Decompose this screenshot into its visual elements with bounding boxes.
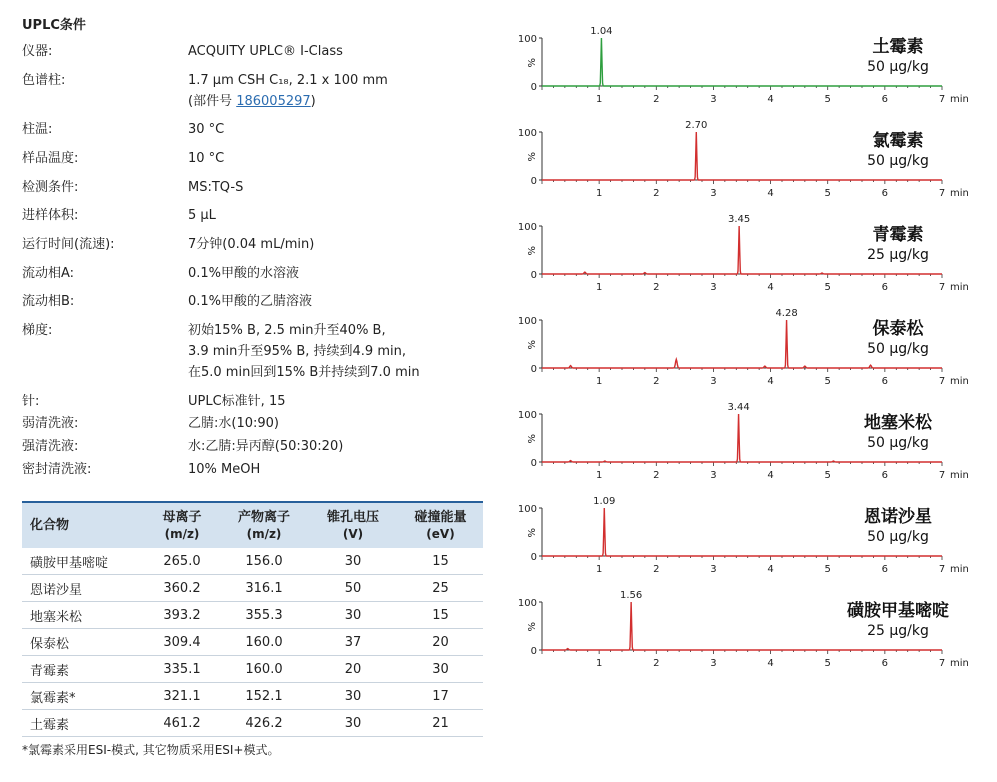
x-tick-label: 2 [653, 470, 660, 481]
y-tick-label: 100 [517, 128, 537, 139]
table-row [22, 602, 483, 629]
cell-collision: 17 [398, 683, 483, 710]
x-tick-label: 7 [938, 188, 946, 199]
x-tick-label: 5 [824, 94, 831, 105]
chromatogram-3 [518, 214, 969, 293]
cond-value: 水:乙腈:异丙醇(50:30:20) [188, 439, 344, 454]
cond-label: 进样体积: [22, 208, 79, 223]
table-row [22, 656, 483, 683]
x-tick-label: 1 [595, 658, 603, 669]
concentration-label: 25 μg/kg [867, 247, 929, 263]
cell-compound: 地塞米松 [22, 602, 144, 629]
cell-collision: 25 [398, 575, 483, 602]
peak-label: 1.09 [593, 496, 616, 507]
cell-product: 160.0 [220, 656, 308, 683]
peak-label: 3.44 [727, 402, 750, 413]
chromatogram-4 [518, 308, 969, 387]
cell-cone: 30 [308, 602, 398, 629]
x-tick-label: 7 [938, 564, 946, 575]
x-tick-label: 1 [595, 376, 603, 387]
x-tick-label: 5 [824, 658, 831, 669]
header-cone-voltage: 锥孔电压 (V) [326, 509, 379, 541]
table-header-row [22, 502, 483, 548]
x-tick-label: 4 [767, 376, 774, 387]
x-tick-label: 3 [710, 564, 717, 575]
chromatogram-7 [518, 590, 969, 669]
x-tick-label: 2 [653, 94, 660, 105]
y-axis-label: % [527, 340, 538, 350]
cond-label: 流动相A: [22, 266, 75, 281]
cond-value: 7分钟(0.04 mL/min) [188, 237, 315, 252]
concentration-label: 50 μg/kg [867, 435, 929, 451]
cond-label: 梯度: [22, 323, 53, 338]
y-tick-label: 0 [530, 82, 537, 93]
peak-label: 4.28 [775, 308, 798, 319]
chromatogram-2 [518, 120, 969, 199]
peak-label: 1.04 [590, 26, 613, 37]
compound-name: 恩诺沙星 [864, 507, 932, 527]
x-tick-label: 7 [938, 470, 946, 481]
x-tick-label: 5 [824, 188, 831, 199]
cell-precursor: 360.2 [144, 575, 220, 602]
header-precursor: 母离子 (m/z) [162, 509, 202, 541]
cond-value-partno [188, 92, 488, 111]
y-tick-label: 100 [517, 316, 537, 327]
x-tick-label: 3 [710, 376, 717, 387]
cell-compound: 保泰松 [22, 629, 144, 656]
cell-collision: 21 [398, 710, 483, 737]
x-tick-label: 6 [881, 282, 889, 293]
y-tick-label: 0 [530, 646, 537, 657]
cell-compound: 磺胺甲基嘧啶 [22, 548, 144, 575]
x-tick-label: 1 [595, 282, 603, 293]
x-tick-label: 6 [881, 376, 889, 387]
header-collision-energy: 碰撞能量 (eV) [414, 509, 467, 541]
cond-label: 流动相B: [22, 294, 75, 309]
cond-label: 仪器: [22, 44, 53, 59]
cond-value-line3: 在5.0 min回到15% B并持续到7.0 min [188, 365, 420, 380]
y-tick-label: 0 [530, 270, 537, 281]
cond-value: 10 °C [188, 151, 225, 166]
x-axis-label: min [950, 94, 969, 105]
cell-precursor: 393.2 [144, 602, 220, 629]
cell-precursor: 321.1 [144, 683, 220, 710]
peak-label: 3.45 [728, 214, 751, 225]
x-tick-label: 6 [881, 94, 889, 105]
table-row [22, 710, 483, 737]
chromatogram-5 [518, 402, 969, 481]
y-axis-label: % [527, 58, 538, 68]
cond-value-line2: 3.9 min升至95% B, 持续到4.9 min, [188, 344, 406, 359]
cond-value: 30 °C [188, 122, 225, 137]
concentration-label: 50 μg/kg [867, 341, 929, 357]
chromatogram-1 [518, 26, 969, 105]
x-axis-label: min [950, 376, 969, 387]
y-tick-label: 100 [517, 410, 537, 421]
concentration-label: 50 μg/kg [867, 153, 929, 169]
x-tick-label: 2 [653, 658, 660, 669]
y-axis-label: % [527, 528, 538, 538]
cond-label: 强清洗液: [22, 439, 79, 454]
cond-value: 5 μL [188, 208, 216, 223]
compound-name: 磺胺甲基嘧啶 [847, 601, 949, 621]
cond-value: 0.1%甲酸的水溶液 [188, 266, 300, 281]
part-number-link[interactable]: 186005297 [236, 94, 311, 109]
x-tick-label: 2 [653, 376, 660, 387]
concentration-label: 50 μg/kg [867, 59, 929, 75]
y-tick-label: 0 [530, 364, 537, 375]
cond-value: MS:TQ-S [188, 180, 244, 195]
cell-cone: 37 [308, 629, 398, 656]
x-axis-label: min [950, 658, 969, 669]
table-row [22, 683, 483, 710]
cell-precursor: 461.2 [144, 710, 220, 737]
table-row [22, 629, 483, 656]
x-tick-label: 1 [595, 564, 603, 575]
cell-precursor: 265.0 [144, 548, 220, 575]
x-axis-label: min [950, 564, 969, 575]
cond-value: 1.7 μm CSH C₁₈, 2.1 x 100 mm [188, 73, 388, 88]
x-tick-label: 7 [938, 282, 946, 293]
x-tick-label: 7 [938, 376, 946, 387]
x-tick-label: 7 [938, 94, 946, 105]
y-tick-label: 0 [530, 458, 537, 469]
cell-compound: 青霉素 [22, 656, 144, 683]
x-tick-label: 1 [595, 470, 603, 481]
compound-name: 土霉素 [872, 37, 924, 57]
cond-value: 10% MeOH [188, 462, 261, 477]
table-row [22, 575, 483, 602]
x-tick-label: 6 [881, 470, 889, 481]
cond-value: 初始15% B, 2.5 min升至40% B, [188, 323, 386, 338]
x-axis-label: min [950, 470, 969, 481]
cond-label: 检测条件: [22, 180, 79, 195]
cell-product: 426.2 [220, 710, 308, 737]
y-axis-label: % [527, 152, 538, 162]
cond-label: 弱清洗液: [22, 416, 79, 431]
cond-label: 运行时间(流速): [22, 237, 115, 252]
x-tick-label: 4 [767, 564, 774, 575]
cell-cone: 30 [308, 548, 398, 575]
y-tick-label: 100 [517, 34, 537, 45]
compound-name: 保泰松 [872, 319, 924, 339]
cond-value: ACQUITY UPLC® I-Class [188, 44, 343, 59]
cond-label: 柱温: [22, 122, 53, 137]
compound-name: 青霉素 [872, 225, 924, 245]
y-axis-label: % [527, 246, 538, 256]
cell-collision: 15 [398, 602, 483, 629]
partno-prefix: (部件号 [188, 94, 237, 109]
cell-cone: 20 [308, 656, 398, 683]
x-tick-label: 2 [653, 564, 660, 575]
compound-name: 地塞米松 [864, 413, 932, 433]
cond-value: UPLC标准针, 15 [188, 394, 286, 409]
x-tick-label: 5 [824, 564, 831, 575]
x-tick-label: 3 [710, 94, 717, 105]
conditions-title: UPLC条件 [22, 18, 86, 33]
chromatogram-6 [518, 496, 969, 575]
y-tick-label: 100 [517, 222, 537, 233]
cell-product: 156.0 [220, 548, 308, 575]
x-tick-label: 1 [595, 188, 603, 199]
cell-precursor: 335.1 [144, 656, 220, 683]
y-axis-label: % [527, 434, 538, 444]
cond-label: 密封清洗液: [22, 462, 92, 477]
cell-product: 152.1 [220, 683, 308, 710]
cond-label: 针: [22, 394, 40, 409]
x-tick-label: 5 [824, 470, 831, 481]
x-tick-label: 6 [881, 658, 889, 669]
partno-suffix: ) [310, 94, 316, 109]
ms-parameters-table [22, 501, 483, 737]
x-tick-label: 7 [938, 658, 946, 669]
cell-compound: 氯霉素* [22, 683, 144, 710]
chromatograms [505, 0, 997, 782]
x-tick-label: 4 [767, 658, 774, 669]
cell-collision: 15 [398, 548, 483, 575]
x-tick-label: 2 [653, 188, 660, 199]
x-axis-label: min [950, 188, 969, 199]
cell-cone: 50 [308, 575, 398, 602]
cell-collision: 20 [398, 629, 483, 656]
x-tick-label: 4 [767, 282, 774, 293]
cell-precursor: 309.4 [144, 629, 220, 656]
table-row [22, 548, 483, 575]
x-tick-label: 3 [710, 470, 717, 481]
y-axis-label: % [527, 622, 538, 632]
x-tick-label: 4 [767, 188, 774, 199]
y-tick-label: 100 [517, 504, 537, 515]
cell-product: 316.1 [220, 575, 308, 602]
cell-product: 160.0 [220, 629, 308, 656]
header-compound: 化合物 [30, 518, 70, 533]
peak-label: 2.70 [685, 120, 708, 131]
peak-label: 1.56 [620, 590, 643, 601]
cond-value: 0.1%甲酸的乙腈溶液 [188, 294, 313, 309]
x-tick-label: 4 [767, 94, 774, 105]
footnote: *氯霉素采用ESI-模式, 其它物质采用ESI+模式。 [22, 743, 280, 757]
cell-cone: 30 [308, 710, 398, 737]
x-tick-label: 3 [710, 188, 717, 199]
cond-label: 色谱柱: [22, 73, 66, 88]
x-tick-label: 3 [710, 282, 717, 293]
header-product: 产物离子 (m/z) [237, 509, 290, 541]
x-tick-label: 2 [653, 282, 660, 293]
x-tick-label: 1 [595, 94, 603, 105]
x-tick-label: 5 [824, 282, 831, 293]
cell-cone: 30 [308, 683, 398, 710]
x-tick-label: 4 [767, 470, 774, 481]
compound-name: 氯霉素 [872, 131, 924, 151]
cell-product: 355.3 [220, 602, 308, 629]
x-tick-label: 6 [881, 564, 889, 575]
y-tick-label: 0 [530, 176, 537, 187]
x-tick-label: 3 [710, 658, 717, 669]
cell-compound: 恩诺沙星 [22, 575, 144, 602]
y-tick-label: 100 [517, 598, 537, 609]
concentration-label: 25 μg/kg [867, 623, 929, 639]
cond-label: 样品温度: [22, 151, 79, 166]
x-tick-label: 5 [824, 376, 831, 387]
concentration-label: 50 μg/kg [867, 529, 929, 545]
cond-value: 乙腈:水(10:90) [188, 416, 279, 431]
y-tick-label: 0 [530, 552, 537, 563]
x-axis-label: min [950, 282, 969, 293]
cell-collision: 30 [398, 656, 483, 683]
x-tick-label: 6 [881, 188, 889, 199]
cell-compound: 土霉素 [22, 710, 144, 737]
